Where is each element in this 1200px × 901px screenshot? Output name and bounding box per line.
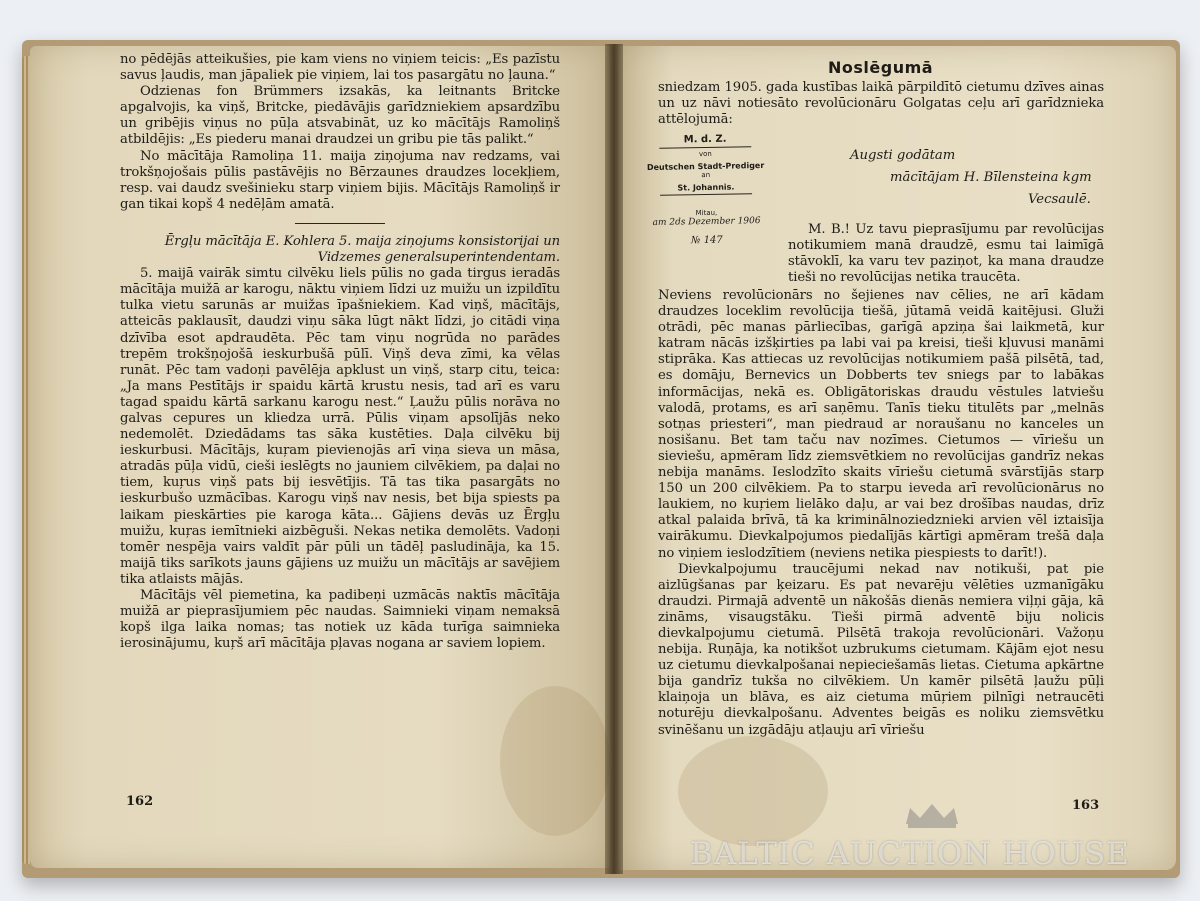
official-stamp: M. d. Z. von Deutschen Stadt-Prediger an St. Johannis. Mitau, am 2ds Dezember 1906 № 147 — [645, 133, 767, 247]
stamp-line-1: M. d. Z. — [683, 133, 727, 146]
stamp-line-4: St. Johannis. — [677, 182, 735, 193]
left-paragraph-1: no pēdējās atteikušies, pie kam viens no viņiem teicis: „Es pazīstu savus ļaudis, man jāpaliek pie viņiem, lai tos pasargātu no ļauna.“ — [120, 52, 560, 84]
left-paragraph-2: Odzienas fon Brümmers izsakās, ka leitnants Britcke apgalvojis, ka viņš, Britcke, piedāvājis garīdzniekiem apsardzību un gribējis viņus no pūļa atsvabināt, uz ko mācītājs Ramoliņš atbildējis: „Es piederu manai draudzei un gribu pie tās palikt.“ — [120, 84, 560, 148]
left-page-number: 162 — [126, 794, 154, 809]
stamp-line-2: Deutschen Stadt-Prediger — [646, 160, 765, 173]
book-gutter — [605, 44, 623, 874]
left-subheading: Ērgļu mācītāja E. Kohlera 5. maija ziņojums konsistorijai un Vidzemes generalsuperintendentam. — [164, 233, 560, 266]
stamp-rule — [659, 146, 751, 149]
section-divider — [295, 223, 385, 224]
stamp-number-handwritten: № 147 — [690, 234, 723, 247]
right-page-text — [658, 288, 1104, 739]
left-page — [30, 46, 610, 868]
crown-icon — [902, 800, 962, 830]
page-title: Noslēgumā — [828, 58, 934, 77]
stamp-line-5: Mitau, — [695, 208, 718, 218]
stain — [500, 686, 610, 836]
address-line-3: Vecsaulē. — [1028, 192, 1091, 207]
right-intro-text: sniedzam 1905. gada kustības laikā pārpildītō cietumu dzīves ainas un uz nāvi notiesāto revolūcionāru Golgatas ceļu arī garīdznieka attēlojumā: — [658, 80, 1104, 128]
address-line-1: Augsti godātam — [850, 148, 956, 163]
stamp-date-handwritten: am 2ds Dezember 1906 — [652, 216, 761, 228]
right-paragraph-1: Neviens revolūcionārs no šejienes nav cēlies, ne arī kādam draudzes loceklim revolūcija tiešā, jūtamā veidā kaitējusi. Gluži otrādi, pēc manas pārliecības, garīgā apziņa šai laikmetā, kur katram nācās izšķirties pa labi vai pa kreisi, tieši kļuvusi manāmi stiprāka. Kas attiecas uz revolūcijas notikumiem pašā pilsētā, tad, es domāju, Bernevics un Dobberts tev sniegs par to labākas informācijas, nekā es. Obligātoriskas draudu vēstules latviešu valodā, protams, es arī saņēmu. Tanīs tieku titulēts par „melnās sotņas priesteri“, man piedraud ar noraušanu no kanceles un nosišanu. Bet tam taču nav nozīmes. Cietumos — vīriešu un sieviešu, apmēram līdz ziemsvētkiem no revolūcijas gandrīz nekas nebija manāms. Ieslodzīto skaits vīriešu cietumā svārstījās starp 150 un 200 cilvēkiem. Pa to starpu ieveda arī revolūcionārus no laukiem, no kuŗiem lielāko daļu, ar vai bez drošības naudas, drīz atkal palaida brīvā, tā ka kriminālnoziedznieki arvien vēl iztaisīja vairākumu. Dievkalpojumos piedalījās kārtīgi apmēram trešā daļa no viņiem ieslodzītiem (neviens netika piespiests to darīt!). — [658, 288, 1104, 561]
watermark: BALTIC AUCTION HOUSE — [690, 836, 1130, 872]
left-page-text — [120, 52, 560, 652]
letter-opening — [788, 222, 1104, 286]
left-paragraph-3: No mācītāja Ramoliņa 11. maija ziņojuma nav redzams, vai trokšņojošais pūlis pastāvējis no Bērzaunes draudzes locekļiem, resp. vai daudz svešinieku starp viņiem bijis. Mācītājs Ramoliņš ir gan tikai kopš 4 nedēļām amatā. — [120, 148, 560, 212]
right-page-number: 163 — [1072, 798, 1100, 813]
right-page — [618, 46, 1176, 870]
left-paragraph-4: 5. maijā vairāk simtu cilvēku liels pūlis no gada tirgus ieradās mācītāja muižā ar karogu, nāktu viņiem līdzi uz muižu un izpildītu tulka vietu sarunās ar muižas īpašniekiem. Kad viņš, mācītājs, atteicās paklausīt, daudzi viņu sāka lūgt nākt līdzi, jo citādi viņa dzīvība esot apdraudēta. Pēc tam viņu nogrūda no parādes trepēm trokšņojošā ieskurbušā pūlī. Viņš deva zīmi, ka vēlas runāt. Pēc tam vadoņi pavēlēja apklust un viņš, starp citu, teica: „Ja mans Pestītājs ir spaidu kārtā krustu nesis, tad arī es varu tagad spaidu kārtā sarkanu karogu nest.“ Ļaužu pūlis norāva no galvas cepures un kliedza urrā. Pūlis viņam apsolījās neko nedemolēt. Dziedādams tas sāka kustēties. Daļa cilvēku bij ieskurbusi. Mācītājs, kuŗam pievienojās arī viņa sieva un māsa, atradās pūļa vidū, cieši ieslēgts no jauniem cilvēkiem, pa daļai no tiem, kuŗus viņš pats bij iesvētījis. Tā tas tika pasargāts no ieskurbušo uzmācības. Karogu viņš nav nesis, bet bija spiests pa laikam pieskārties pie karoga kāta... Gājiens devās uz Ērgļu muižu, kuŗas iemītnieki aizbēguši. Nekas netika demolēts. Vadoņi tomēr nespēja vairs valdīt pār pūli un tādēļ pasludināja, ka 15. maijā tiks sarīkots jauns gājiens uz muižu un mācītājs ar savējiem tika atlaists mājās. — [120, 266, 560, 587]
address-line-2: mācītājam H. Bīlensteina kgm — [890, 170, 1092, 185]
stamp-line-3: von — [698, 149, 712, 159]
stain — [678, 736, 828, 846]
letter-opening-text: M. B.! Uz tavu pieprasījumu par revolūcijas notikumiem manā draudzē, esmu tai laimīgā stāvoklī, ka varu tev paziņot, ka mana draudze tieši no revolūcijas netika traucēta. — [788, 222, 1104, 286]
stamp-rule — [660, 193, 752, 196]
left-paragraph-5: Mācītājs vēl piemetina, ka padibeņi uzmācās naktīs mācītāja muižā ar pieprasījumiem pēc naudas. Saimnieki viņam nemaksā kopš ilga laika nomas; tas notiek uz kāda turīga saimnieka ierosinājumu, kuŗš arī mācītāja pļavas nogana ar saviem lopiem. — [120, 588, 560, 652]
right-paragraph-2: Dievkalpojumu traucējumi nekad nav notikuši, pat pie aizlūgšanas par ķeizaru. Es pat nevarēju vēlēties uzmanīgāku draudzi. Pirmajā adventē un nākošās dienās nemiera viļņi gāja, kā zināms, visaugstāku. Tieši pirmā adventē biju nolicis dievkalpojumu cietumā. Pilsētā trakoja revolūcionāri. Važoņu nebija. Ruņāja, ka notikšot uzbrukums cietumam. Kājām ejot nesu uz cietumu dievkalpošanai nepieciešamās lietas. Cietuma apkārtne bija gandrīz tukša no cilvēkiem. Un kamēr pilsētā ļaužu pūļi klaiņoja un blāva, es aiz cietuma mūŗiem pilnīgi netraucēti noturēju dievkalpošanu. Adventes beigās es noliku ziemsvētku svinēšanu un izgādāju atļauju arī vīriešu — [658, 561, 1104, 738]
